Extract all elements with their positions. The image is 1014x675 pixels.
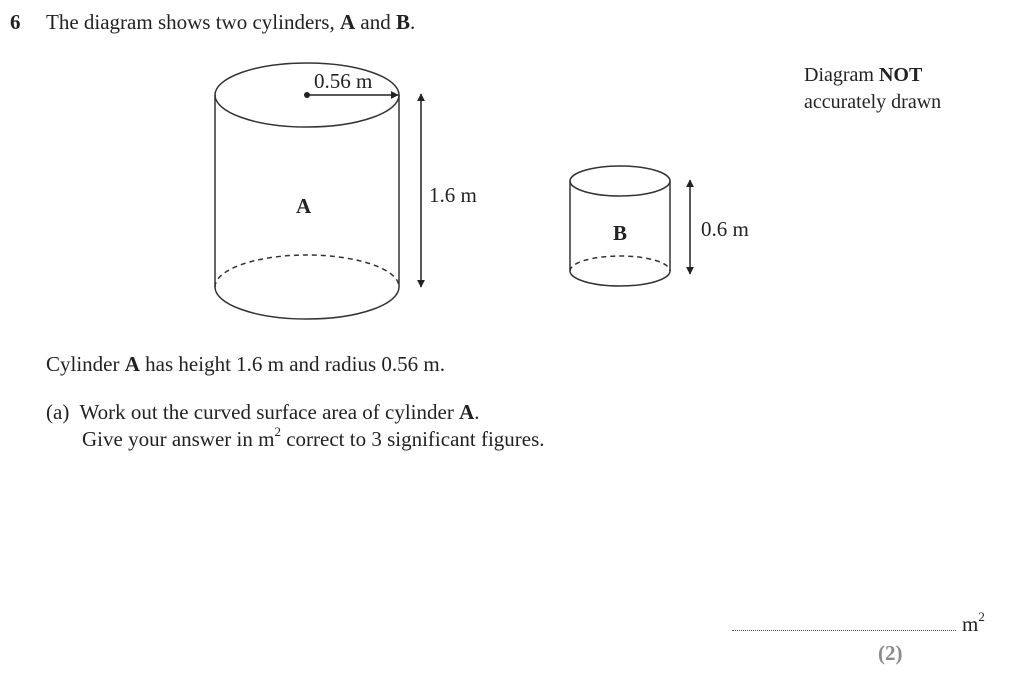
part-a-text-pre: Work out the curved surface area of cylinder	[79, 400, 460, 424]
diagram-note-prefix: Diagram	[804, 64, 879, 86]
info-label-a: A	[124, 352, 140, 376]
cylinder-info	[46, 352, 445, 377]
cylinder-b-top	[570, 166, 670, 196]
question-number: 6	[10, 10, 21, 34]
intro-text-post: .	[409, 10, 416, 34]
cylinder-b-label: B	[613, 221, 628, 245]
part-a-label-a: A	[459, 400, 475, 424]
intro-label-b: B	[395, 10, 410, 34]
part-a-line2-pre: Give your answer in m	[82, 427, 275, 451]
part-a	[46, 399, 545, 453]
part-a-line2-sup: 2	[274, 424, 281, 439]
part-a-line1	[46, 399, 545, 426]
intro-text-pre: The diagram shows two cylinders,	[46, 10, 340, 34]
part-a-line2	[46, 426, 545, 453]
height-a-label: 1.6 m	[429, 183, 477, 207]
intro-text-mid: and	[355, 10, 396, 34]
cylinder-a-bottom-back	[215, 255, 399, 287]
cylinder-a	[215, 63, 399, 319]
part-a-label: (a)	[46, 400, 70, 424]
marks-available: (2)	[878, 641, 903, 665]
answer-line[interactable]	[732, 630, 956, 631]
answer-unit	[962, 609, 985, 637]
part-a-text-post: .	[474, 400, 480, 424]
intro-label-a: A	[339, 10, 356, 34]
info-text-post: has height 1.6 m and radius 0.56 m.	[139, 352, 445, 376]
info-text-pre: Cylinder	[46, 352, 125, 376]
cylinder-b-bottom-back	[570, 256, 670, 271]
answer-unit-base: m	[962, 612, 979, 636]
cylinder-a-bottom-front	[215, 287, 399, 319]
radius-label: 0.56 m	[314, 69, 373, 93]
height-b-label: 0.6 m	[701, 217, 749, 241]
diagram-note-emph: NOT	[878, 64, 923, 86]
diagram-note-line2: accurately drawn	[804, 91, 942, 113]
cylinder-a-label: A	[296, 194, 312, 218]
answer-unit-sup: 2	[978, 609, 985, 624]
cylinder-b-bottom-front	[570, 271, 670, 286]
part-a-line2-post: correct to 3 significant figures.	[280, 427, 545, 451]
